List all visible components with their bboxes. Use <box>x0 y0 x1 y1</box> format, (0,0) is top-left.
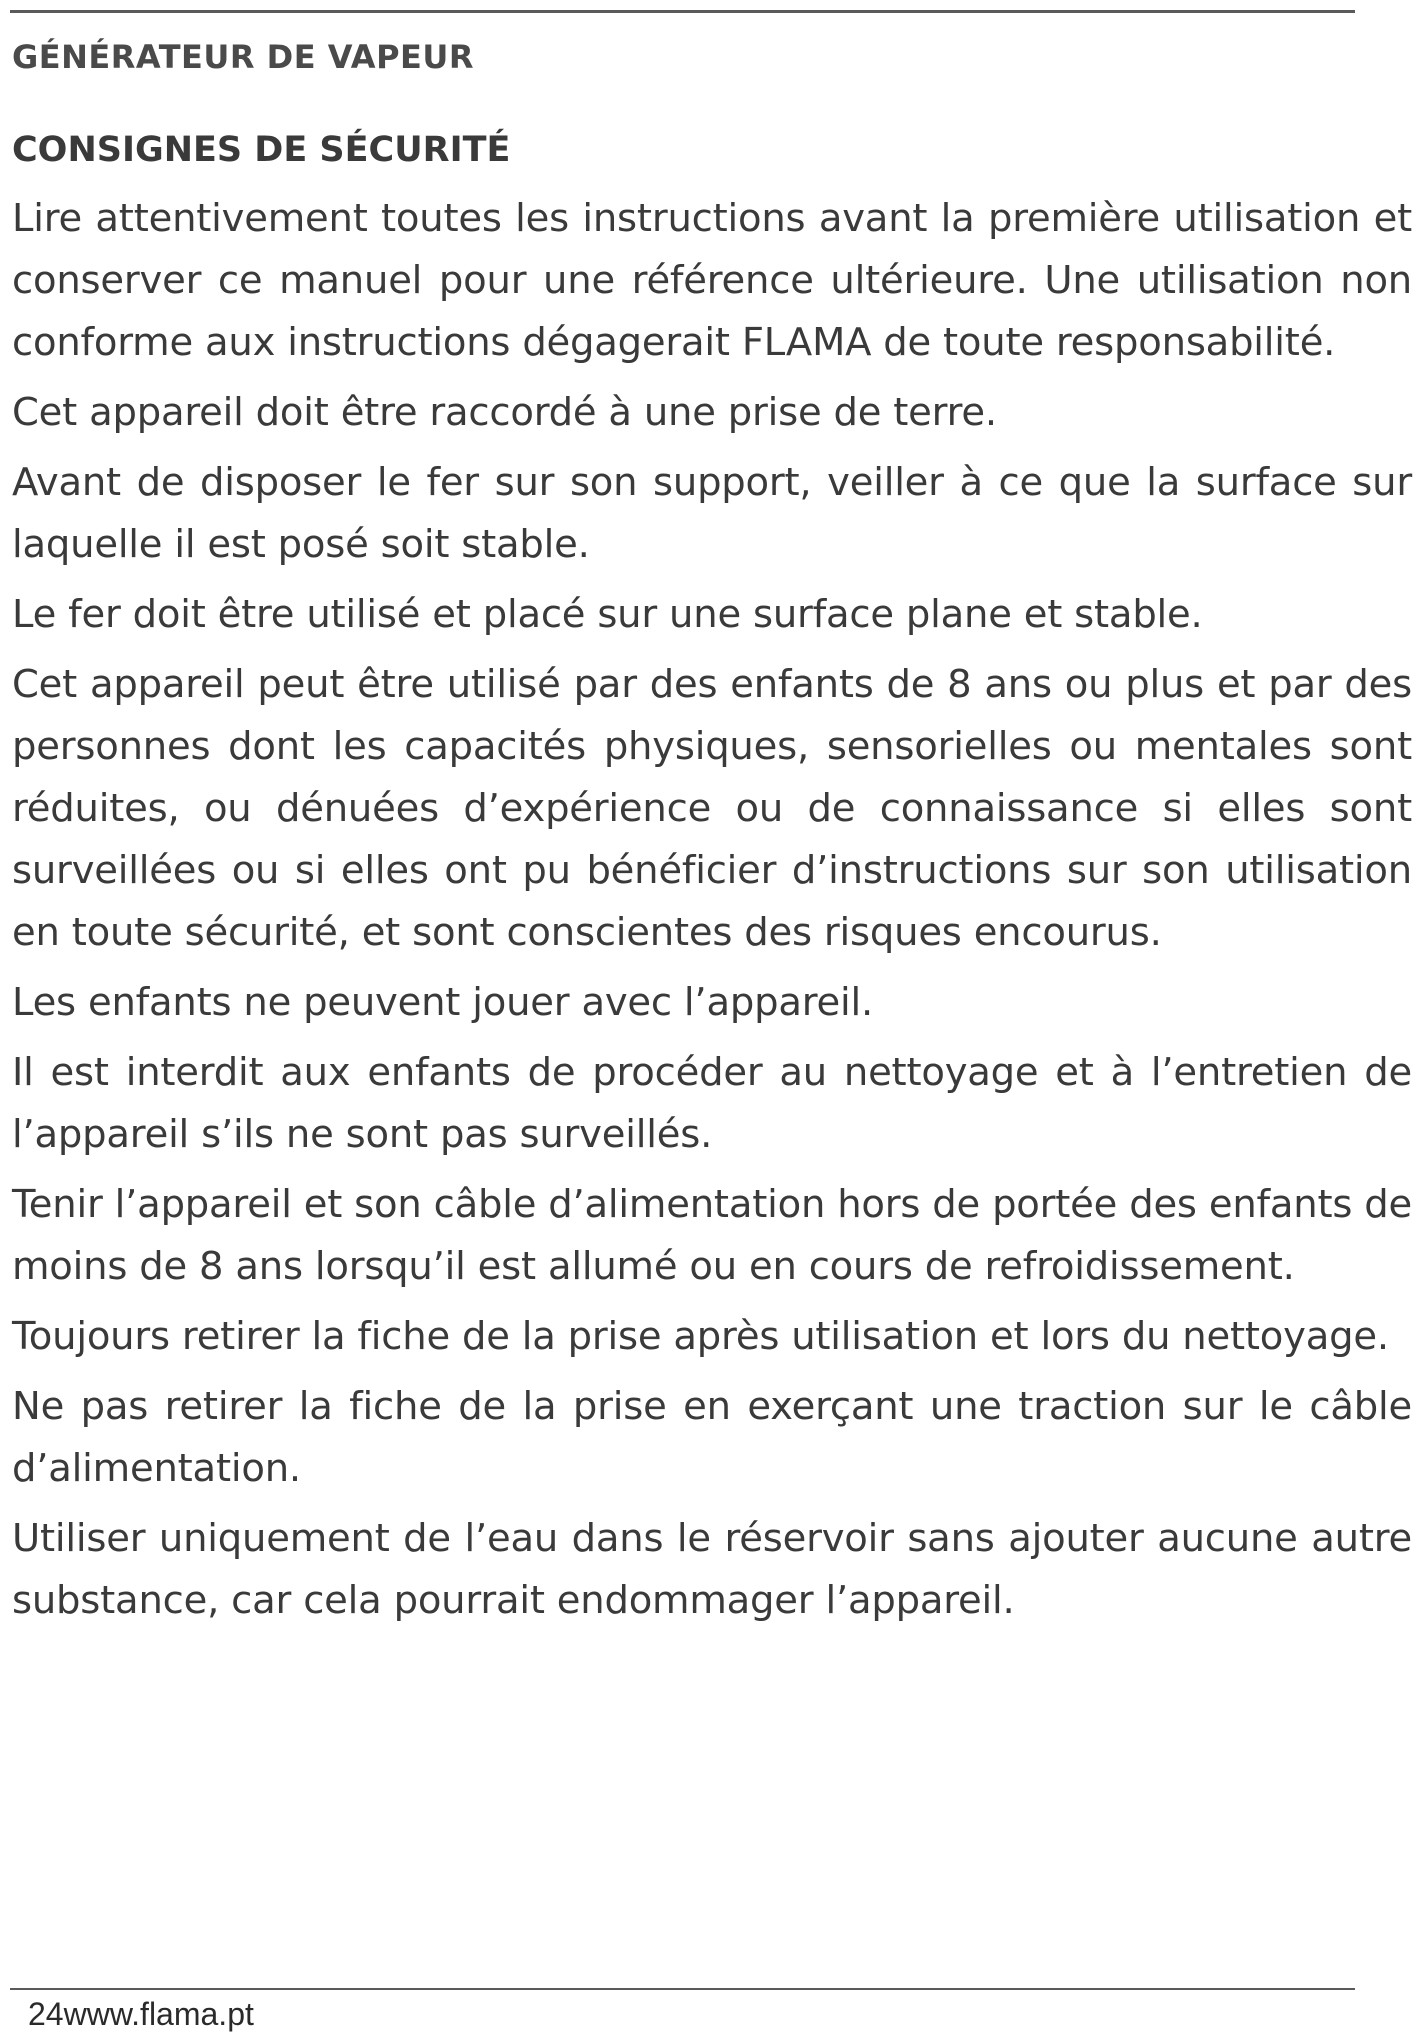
safety-paragraph: Il est interdit aux enfants de procéder au nettoyage et à l’entretien de l’appareil s’ils ne sont pas surveillés. <box>12 1050 1412 1157</box>
safety-paragraph: Les enfants ne peuvent jouer avec l’appareil. <box>12 980 874 1025</box>
manual-content <box>12 130 1412 1640</box>
safety-paragraph: Tenir l’appareil et son câble d’alimentation hors de portée des enfants de moins de 8 ans lorsqu’il est allumé ou en cours de refroidissement. <box>12 1182 1412 1289</box>
safety-paragraph: Le fer doit être utilisé et placé sur une surface plane et stable. <box>12 592 1203 637</box>
safety-subtitle: CONSIGNES DE SÉCURITÉ <box>12 130 511 170</box>
safety-paragraph: Cet appareil doit être raccordé à une prise de terre. <box>12 390 997 435</box>
safety-paragraph: Toujours retirer la fiche de la prise après utilisation et lors du nettoyage. <box>12 1314 1389 1359</box>
safety-paragraph: Lire attentivement toutes les instructions avant la première utilisation et conserver ce manuel pour une référence ultérieure. Une utilisation non conforme aux instructions dégagerait FLAMA de toute responsabilité. <box>12 196 1412 365</box>
top-divider <box>10 10 1355 13</box>
safety-paragraph: Cet appareil peut être utilisé par des enfants de 8 ans ou plus et par des personnes dont les capacités physiques, sensorielles ou mentales sont réduites, ou dénuées d’expérience ou de connaissance si elles sont surveillées ou si elles ont pu bénéficier d’instructions sur son utilisation en toute sécurité, et sont conscientes des risques encourus. <box>12 662 1412 955</box>
safety-paragraph: Utiliser uniquement de l’eau dans le réservoir sans ajouter aucune autre substance, car cela pourrait endommager l’appareil. <box>12 1516 1412 1623</box>
bottom-divider <box>10 1988 1355 1990</box>
safety-paragraph: Ne pas retirer la fiche de la prise en exerçant une traction sur le câble d’alimentation. <box>12 1384 1412 1491</box>
section-title: GÉNÉRATEUR DE VAPEUR <box>12 38 474 76</box>
page-footer: 24www.flama.pt <box>28 1996 254 2032</box>
safety-paragraph: Avant de disposer le fer sur son support, veiller à ce que la surface sur laquelle il est posé soit stable. <box>12 460 1412 567</box>
